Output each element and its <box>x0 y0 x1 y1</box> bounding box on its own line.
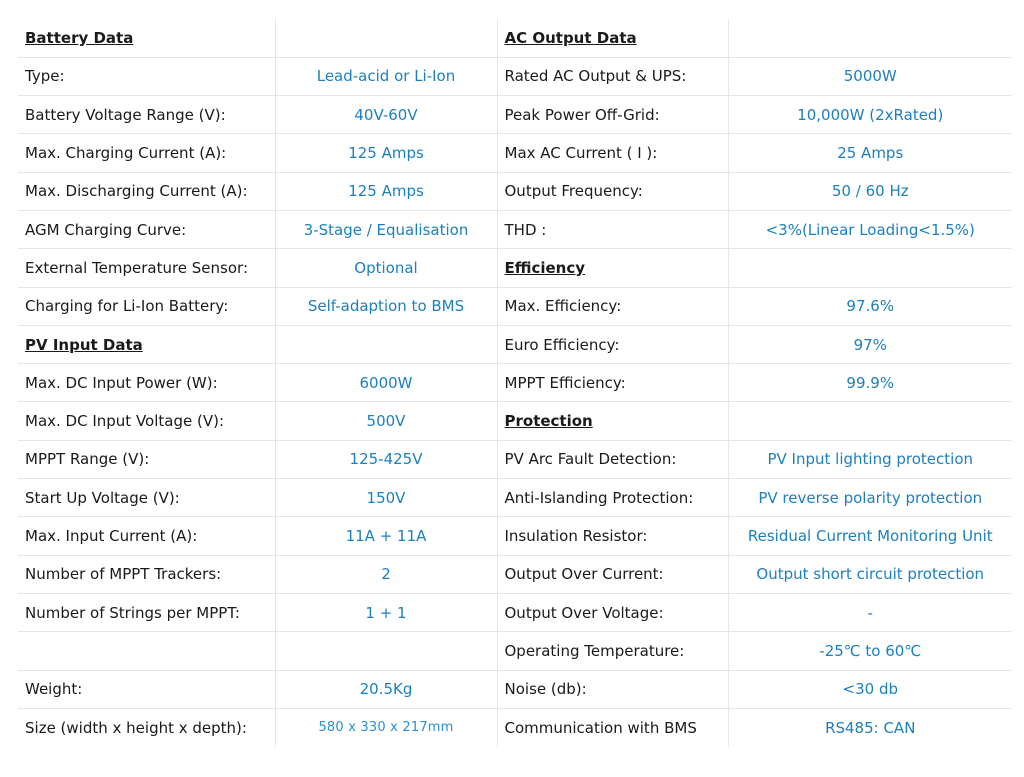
table-row <box>18 440 1012 478</box>
right-value-cell: 5000W <box>728 57 1012 95</box>
spec-table-body <box>18 19 1012 747</box>
left-label-cell: Start Up Voltage (V): <box>18 479 275 517</box>
left-value-cell: Optional <box>275 249 497 287</box>
left-value-cell: 3-Stage / Equalisation <box>275 210 497 248</box>
right-label-cell: Rated AC Output & UPS: <box>497 57 728 95</box>
left-value-cell: 40V-60V <box>275 96 497 134</box>
right-label-cell: Noise (db): <box>497 670 728 708</box>
right-value-cell: <3%(Linear Loading<1.5%) <box>728 210 1012 248</box>
section-heading: Efficiency <box>497 249 728 287</box>
left-value-cell: 125 Amps <box>275 134 497 172</box>
right-value-cell: Output short circuit protection <box>728 555 1012 593</box>
left-value-cell: 20.5Kg <box>275 670 497 708</box>
left-label-cell: Max. DC Input Power (W): <box>18 364 275 402</box>
right-value-cell: 99.9% <box>728 364 1012 402</box>
left-value-cell: 500V <box>275 402 497 440</box>
left-value-cell: Self-adaption to BMS <box>275 287 497 325</box>
right-value-cell <box>728 249 1012 287</box>
right-label-cell: Output Over Current: <box>497 555 728 593</box>
right-label-cell: Output Frequency: <box>497 172 728 210</box>
left-value-cell <box>275 19 497 57</box>
right-value-cell: 10,000W (2xRated) <box>728 96 1012 134</box>
right-label-cell: Output Over Voltage: <box>497 593 728 631</box>
left-label-cell: Number of Strings per MPPT: <box>18 593 275 631</box>
left-label-cell: Size (width x height x depth): <box>18 708 275 746</box>
right-value-cell: - <box>728 593 1012 631</box>
table-row <box>18 593 1012 631</box>
left-value-cell: 580 x 330 x 217mm <box>275 708 497 746</box>
left-value-cell: 150V <box>275 479 497 517</box>
table-row <box>18 325 1012 363</box>
table-row <box>18 555 1012 593</box>
right-value-cell: RS485: CAN <box>825 718 916 737</box>
right-label-cell: Operating Temperature: <box>497 632 728 670</box>
right-label-cell: Max AC Current ( I ): <box>497 134 728 172</box>
table-row <box>18 632 1012 670</box>
right-value-cell: -25℃ to 60℃ <box>728 632 1012 670</box>
left-value-cell: 11A + 11A <box>275 517 497 555</box>
table-row <box>18 172 1012 210</box>
right-value-cell: 50 / 60 Hz <box>728 172 1012 210</box>
right-value-cell: PV reverse polarity protection <box>728 479 1012 517</box>
table-row <box>18 479 1012 517</box>
left-label-cell: Charging for Li-Ion Battery: <box>18 287 275 325</box>
right-label-cell: THD : <box>497 210 728 248</box>
right-label-cell: Euro Efficiency: <box>497 325 728 363</box>
table-row <box>18 517 1012 555</box>
right-value-cell: Residual Current Monitoring Unit <box>728 517 1012 555</box>
right-label-cell: Insulation Resistor: <box>497 517 728 555</box>
right-value-cell <box>728 402 1012 440</box>
left-label-cell: External Temperature Sensor: <box>18 249 275 287</box>
section-heading: PV Input Data <box>18 325 275 363</box>
right-label-cell: PV Arc Fault Detection: <box>497 440 728 478</box>
left-label-cell <box>18 632 275 670</box>
right-label-cell: Anti-Islanding Protection: <box>497 479 728 517</box>
table-row <box>18 287 1012 325</box>
left-value-cell: 125-425V <box>275 440 497 478</box>
table-row <box>18 96 1012 134</box>
right-label-cell: Max. Efficiency: <box>497 287 728 325</box>
left-label-cell: AGM Charging Curve: <box>18 210 275 248</box>
right-value-cell: 25 Amps <box>728 134 1012 172</box>
table-row <box>18 134 1012 172</box>
right-label-cell: Peak Power Off-Grid: <box>497 96 728 134</box>
table-row <box>18 57 1012 95</box>
table-row <box>18 708 1012 746</box>
left-value-cell <box>275 325 497 363</box>
right-value-cell: 97% <box>728 325 1012 363</box>
left-label-cell: Max. DC Input Voltage (V): <box>18 402 275 440</box>
right-label-cell: Communication with BMS <box>497 708 728 746</box>
table-row <box>18 364 1012 402</box>
left-label-cell: Number of MPPT Trackers: <box>18 555 275 593</box>
right-value-cell: PV Input lighting protection <box>728 440 1012 478</box>
table-row <box>18 210 1012 248</box>
left-value-cell: 6000W <box>275 364 497 402</box>
right-value-cell: <30 db <box>728 670 1012 708</box>
table-row <box>18 402 1012 440</box>
left-label-cell: MPPT Range (V): <box>18 440 275 478</box>
left-label-cell: Type: <box>18 57 275 95</box>
section-heading: AC Output Data <box>497 19 728 57</box>
left-value-cell: 125 Amps <box>275 172 497 210</box>
left-label-cell: Max. Input Current (A): <box>18 517 275 555</box>
left-value-cell: 2 <box>275 555 497 593</box>
left-value-cell: 1 + 1 <box>275 593 497 631</box>
left-label-cell: Max. Charging Current (A): <box>18 134 275 172</box>
left-label-cell: Battery Voltage Range (V): <box>18 96 275 134</box>
right-label-cell: MPPT Efficiency: <box>497 364 728 402</box>
left-label-cell: Weight: <box>18 670 275 708</box>
table-row <box>18 249 1012 287</box>
left-value-cell: Lead-acid or Li-Ion <box>275 57 497 95</box>
left-label-cell: Max. Discharging Current (A): <box>18 172 275 210</box>
spec-table <box>18 19 1012 747</box>
table-row <box>18 19 1012 57</box>
section-heading: Protection <box>497 402 728 440</box>
left-value-cell <box>275 632 497 670</box>
table-row <box>18 670 1012 708</box>
section-heading: Battery Data <box>18 19 275 57</box>
right-value-cell: 97.6% <box>728 287 1012 325</box>
right-value-cell <box>728 19 1012 57</box>
